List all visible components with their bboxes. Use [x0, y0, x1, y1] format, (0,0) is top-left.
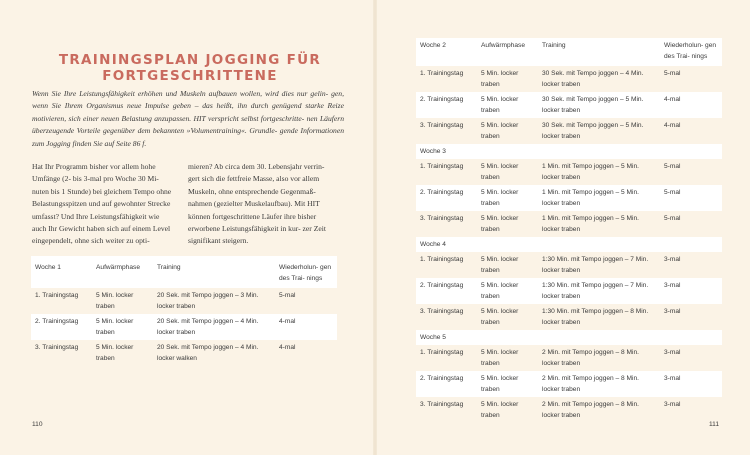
day-cell: 2. Trainingstag	[416, 185, 477, 211]
warmup-cell: 5 Min. locker traben	[477, 278, 538, 304]
warmup-cell: 5 Min. locker traben	[92, 288, 153, 314]
reps-cell: 4-mal	[660, 118, 722, 144]
week-header-row	[416, 237, 722, 252]
week-label: Woche 5	[416, 330, 722, 345]
intro-text: Wenn Sie Ihre Leistungsfähigkeit erhöhen und Muskeln aufbauen wollen, wird dies nur gelin- gen, wenn Sie Ihrem Organismus neue Impulse geben – das heißt, ihn durch genügend starke Reize motivieren, sich einer neuen Belastung anzupassen. HIT verspricht selbst fortgeschritte- nen Läufern überzeugende Vorteile gegenüber dem bekannten »Volumentraining«. Grundle- gende Informationen zum Jogging finden Sie auf Seite 86 f.	[32, 89, 344, 148]
table-row	[416, 66, 722, 92]
reps-cell: 3-mal	[660, 252, 722, 278]
warmup-cell: 5 Min. locker traben	[477, 397, 538, 423]
warmup-cell: 5 Min. locker traben	[477, 371, 538, 397]
page-number-right: 111	[709, 421, 720, 428]
week-label: Woche 4	[416, 237, 722, 252]
reps-cell: 4-mal	[275, 340, 337, 366]
day-cell: 1. Trainingstag	[31, 288, 92, 314]
day-cell: 1. Trainingstag	[416, 159, 477, 185]
reps-cell: 4-mal	[275, 314, 337, 340]
table-row	[416, 345, 722, 371]
warmup-cell: 5 Min. locker traben	[477, 211, 538, 237]
day-cell: 1. Trainingstag	[416, 252, 477, 278]
title-line-1: TRAININGSPLAN JOGGING FÜR	[58, 52, 322, 68]
table-row	[416, 211, 722, 237]
training-cell: 20 Sek. mit Tempo joggen – 3 Min. locker traben	[153, 288, 275, 314]
table-row	[416, 92, 722, 118]
warmup-cell: 5 Min. locker traben	[92, 340, 153, 366]
training-cell: 20 Sek. mit Tempo joggen – 4 Min. locker traben	[153, 314, 275, 340]
table-row	[416, 371, 722, 397]
day-cell: 1. Trainingstag	[416, 345, 477, 371]
reps-cell: 3-mal	[660, 371, 722, 397]
header-training: Training	[153, 256, 275, 288]
reps-cell: 3-mal	[660, 345, 722, 371]
header-training: Training	[538, 38, 660, 66]
page-number-left: 110	[32, 421, 43, 428]
warmup-cell: 5 Min. locker traben	[477, 252, 538, 278]
week-label: Woche 3	[416, 144, 722, 159]
warmup-cell: 5 Min. locker traben	[92, 314, 153, 340]
table-row	[416, 252, 722, 278]
table-row	[31, 314, 337, 340]
reps-cell: 5-mal	[275, 288, 337, 314]
body-column-1: Hat Ihr Programm bisher vor allem hohe Umfänge (2- bis 3-mal pro Woche 30 Mi- nuten bis 1 Stunde) bei gleichem Tempo ohne Belastungsspitzen und auf gewohnter Strecke umfasst? Und Ihre Leistungsfähigkeit wie auch Ihr Gewicht haben sich auf einem Level eingependelt, ohne sich weiter zu opti-	[32, 162, 172, 246]
right-page	[375, 0, 750, 455]
training-cell: 2 Min. mit Tempo joggen – 8 Min. locker traben	[538, 397, 660, 423]
warmup-cell: 5 Min. locker traben	[477, 66, 538, 92]
week-label: Woche 2	[416, 38, 477, 66]
header-warmup: Aufwärmphase	[477, 38, 538, 66]
body-column-2: mieren? Ab circa dem 30. Lebensjahr verrin- gert sich die fettfreie Masse, also vor allem Muskeln, ohne entsprechende Gegenmaß- nahmen (gezielter Muskelaufbau). Mit HIT können fortgeschrittene Läufer ihre bisher erworbene Leistungsfähigkeit in kur- zer Zeit signifikant steigern.	[188, 162, 326, 246]
reps-cell: 5-mal	[660, 211, 722, 237]
training-cell: 2 Min. mit Tempo joggen – 8 Min. locker traben	[538, 371, 660, 397]
page-title	[40, 52, 340, 84]
day-cell: 2. Trainingstag	[416, 278, 477, 304]
warmup-cell: 5 Min. locker traben	[477, 345, 538, 371]
week-header-row	[416, 144, 722, 159]
header-warmup: Aufwärmphase	[92, 256, 153, 288]
table-row	[416, 397, 722, 423]
reps-cell: 5-mal	[660, 185, 722, 211]
weeks-2-5-table	[416, 38, 722, 423]
warmup-cell: 5 Min. locker traben	[477, 118, 538, 144]
day-cell: 1. Trainingstag	[416, 66, 477, 92]
warmup-cell: 5 Min. locker traben	[477, 92, 538, 118]
header-reps: Wiederholun- gen des Trai- nings	[275, 256, 337, 288]
training-cell: 1:30 Min. mit Tempo joggen – 8 Min. locker traben	[538, 304, 660, 330]
table-row	[31, 340, 337, 366]
day-cell: 3. Trainingstag	[416, 397, 477, 423]
reps-cell: 5-mal	[660, 66, 722, 92]
week-header-row	[416, 330, 722, 345]
training-cell: 1:30 Min. mit Tempo joggen – 7 Min. locker traben	[538, 278, 660, 304]
day-cell: 3. Trainingstag	[416, 304, 477, 330]
training-cell: 20 Sek. mit Tempo joggen – 4 Min. locker walken	[153, 340, 275, 366]
table-row	[416, 278, 722, 304]
training-cell: 2 Min. mit Tempo joggen – 8 Min. locker traben	[538, 345, 660, 371]
warmup-cell: 5 Min. locker traben	[477, 304, 538, 330]
day-cell: 2. Trainingstag	[416, 92, 477, 118]
reps-cell: 3-mal	[660, 304, 722, 330]
day-cell: 2. Trainingstag	[31, 314, 92, 340]
reps-cell: 4-mal	[660, 92, 722, 118]
training-cell: 1 Min. mit Tempo joggen – 5 Min. locker traben	[538, 159, 660, 185]
reps-cell: 3-mal	[660, 397, 722, 423]
day-cell: 3. Trainingstag	[31, 340, 92, 366]
warmup-cell: 5 Min. locker traben	[477, 159, 538, 185]
training-cell: 1 Min. mit Tempo joggen – 5 Min. locker traben	[538, 185, 660, 211]
title-line-2: FORTGESCHRITTENE	[102, 68, 278, 84]
table-row	[416, 159, 722, 185]
warmup-cell: 5 Min. locker traben	[477, 185, 538, 211]
week-1-table	[31, 256, 337, 366]
table-header-row	[31, 256, 337, 288]
training-cell: 30 Sek. mit Tempo joggen – 4 Min. locker traben	[538, 66, 660, 92]
header-reps: Wiederholun- gen des Trai- nings	[660, 38, 722, 66]
training-cell: 30 Sek. mit Tempo joggen – 5 Min. locker traben	[538, 118, 660, 144]
training-cell: 30 Sek. mit Tempo joggen – 5 Min. locker traben	[538, 92, 660, 118]
table-row	[31, 288, 337, 314]
day-cell: 2. Trainingstag	[416, 371, 477, 397]
week-label: Woche 1	[31, 256, 92, 288]
training-cell: 1 Min. mit Tempo joggen – 5 Min. locker traben	[538, 211, 660, 237]
day-cell: 3. Trainingstag	[416, 118, 477, 144]
reps-cell: 5-mal	[660, 159, 722, 185]
table-row	[416, 185, 722, 211]
day-cell: 3. Trainingstag	[416, 211, 477, 237]
table-header-row	[416, 38, 722, 66]
reps-cell: 3-mal	[660, 278, 722, 304]
training-cell: 1:30 Min. mit Tempo joggen – 7 Min. locker traben	[538, 252, 660, 278]
table-row	[416, 118, 722, 144]
table-row	[416, 304, 722, 330]
